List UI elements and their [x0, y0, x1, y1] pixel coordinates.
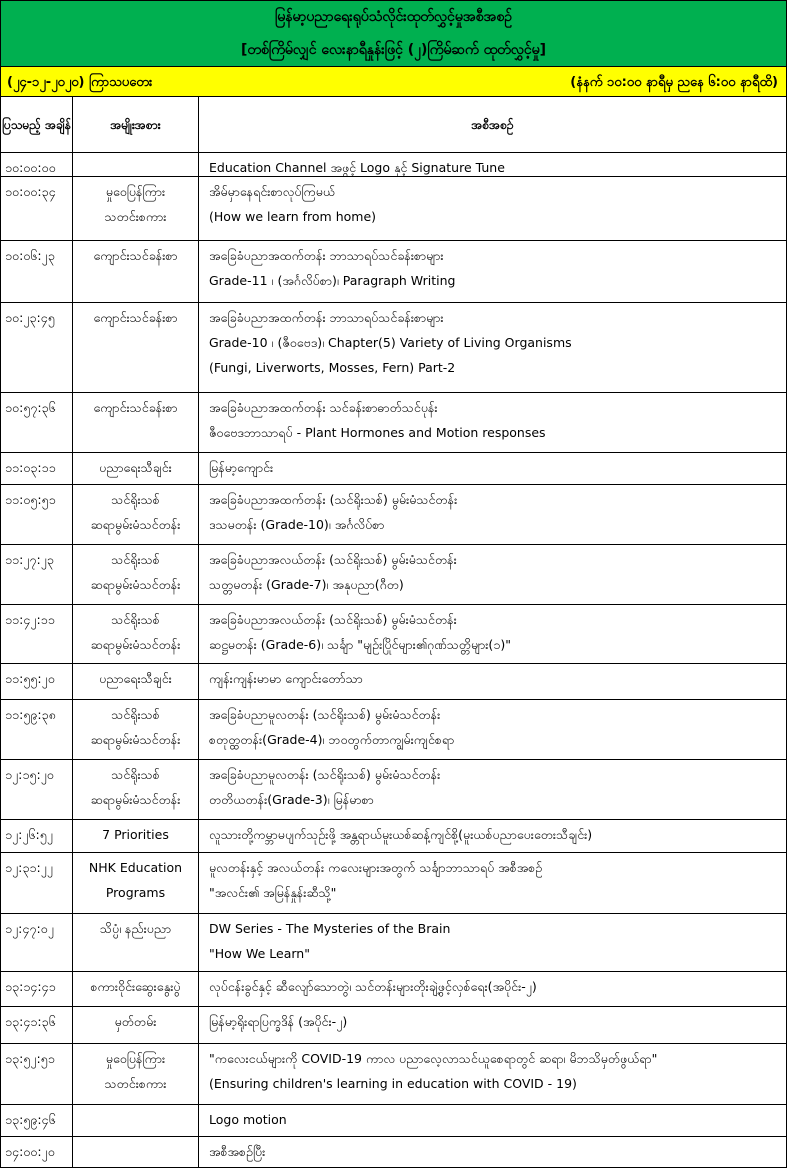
table-row: [0, 664, 787, 700]
row-category-line: ကျောင်းသင်ခန်းစာ: [93, 310, 178, 325]
row-program: [198, 914, 787, 971]
row-program: [198, 664, 787, 699]
row-category-line: သင်ရိုးသစ်: [111, 707, 160, 722]
row-category-line: ဆရာမွမ်းမံသင်တန်း: [90, 517, 181, 532]
row-category: [72, 485, 198, 544]
row-program-line: Logo motion: [209, 1112, 287, 1127]
row-category-line: ပညာရေးသီချင်း: [99, 460, 172, 475]
row-category-line: သိပ္ပံ၊ နည်းပညာ: [99, 921, 172, 936]
row-category-line: ဆရာမွမ်းမံသင်တန်း: [90, 637, 181, 652]
date-bar: [0, 67, 787, 97]
table-row: [0, 1105, 787, 1137]
row-program: [198, 1137, 787, 1167]
row-category-line: သင်ရိုးသစ်: [111, 767, 160, 782]
row-category-line: သင်ရိုးသစ်: [111, 552, 160, 567]
table-row: [0, 914, 787, 972]
row-program-line: Grade-11 ၊ (အင်္ဂလိပ်စာ)၊ Paragraph Writing: [209, 273, 456, 288]
row-program: [198, 700, 787, 759]
row-program-line: လုပ်ငန်းခွင်နှင့် ဆီလျော်သောတွဲ၊ သင်တန်းများတိုးချဲ့ဖွင့်လှစ်ရေး(အပိုင်း-၂): [209, 979, 537, 994]
row-program: [198, 1105, 787, 1136]
table-row: [0, 760, 787, 820]
row-category: [72, 545, 198, 604]
row-time: ၁၀:၀၀:၃၄: [0, 177, 72, 240]
row-category: [72, 177, 198, 240]
row-category: [72, 853, 198, 913]
row-category-line: သတင်းစကား: [104, 209, 167, 224]
row-program: [198, 453, 787, 484]
table-row: [0, 393, 787, 453]
row-program-line: အခြေခံပညာအထက်တန်း သင်ခန်းစာဓာတ်သင်ပုန်း: [209, 400, 438, 415]
table-row: [0, 545, 787, 605]
row-program: [198, 153, 787, 176]
row-program-line: အခြေခံပညာမူလတန်း (သင်ရိုးသစ်) မွမ်းမံသင်တန်း: [209, 707, 441, 722]
row-time: ၁၀:၂၃:၄၅: [0, 303, 72, 392]
table-row: [0, 177, 787, 241]
row-program-line: အခြေခံပညာအထက်တန်း ဘာသာရပ်သင်ခန်းစာများ: [209, 310, 444, 325]
row-program-line: (Fungi, Liverworts, Mosses, Fern) Part-2: [209, 360, 456, 375]
table-row: [0, 605, 787, 664]
row-category-line: 7 Priorities: [102, 827, 169, 842]
broadcast-date: (၂၄-၁၂-၂၀၂၀) ကြာသပတေး: [7, 75, 153, 90]
row-category-line: မှတ်တမ်း: [114, 1014, 157, 1029]
row-category: [72, 241, 198, 302]
table-row: [0, 241, 787, 303]
row-category-line: မှုဝေပြန်ကြား: [105, 184, 166, 199]
row-time: ၁၀:၀၀:၀၀: [0, 153, 72, 176]
row-category-line: ကျောင်းသင်ခန်းစာ: [93, 400, 178, 415]
row-time: ၁၃:၄၁:၃၆: [0, 1007, 72, 1043]
row-program: [198, 972, 787, 1006]
row-program-line: အစီအစဉ်ပြီး: [209, 1144, 266, 1159]
row-program-line: "အလင်း၏ အမြန်နှုန်းဆီသို့": [209, 885, 337, 900]
row-time: ၁၄:၀၀:၂၀: [0, 1137, 72, 1167]
row-program-line: အခြေခံပညာအလယ်တန်း (သင်ရိုးသစ်) မွမ်းမံသင်တန်း: [209, 612, 457, 627]
row-category-line: မှုဝေပြန်ကြား: [105, 1051, 166, 1066]
row-category-line: ဆရာမွမ်းမံသင်တန်း: [90, 792, 181, 807]
row-program: [198, 760, 787, 819]
broadcast-time-range: (နံနက် ၁၀:၀၀ နာရီမှ ညနေ ၆:၀၀ နာရီထိ): [570, 75, 778, 90]
row-program-line: အခြေခံပညာအထက်တန်း (သင်ရိုးသစ်) မွမ်းမံသင်တန်း: [209, 492, 458, 507]
row-category: [72, 1137, 198, 1167]
row-category-line: ပညာရေးသီချင်း: [99, 671, 172, 686]
row-time: ၁၂:၃၁:၂၂: [0, 853, 72, 913]
row-time: ၁၁:၂၇:၂၃: [0, 545, 72, 604]
row-category: [72, 972, 198, 1006]
column-header-category: အမျိုးအစား: [72, 97, 198, 153]
row-category: [72, 605, 198, 663]
row-time: ၁၂:၁၅:၂၀: [0, 760, 72, 819]
table-row: [0, 972, 787, 1007]
row-program-line: မူလတန်းနှင့် အလယ်တန်း ကလေးများအတွက် သင်္ချာဘာသာရပ် အစီအစဉ်: [209, 860, 543, 875]
row-time: ၁၀:၅၇:၃၆: [0, 393, 72, 452]
row-category: [72, 1105, 198, 1136]
row-category: [72, 820, 198, 852]
table-row: [0, 453, 787, 485]
row-program: [198, 393, 787, 452]
row-time: ၁၁:၅၉:၃၈: [0, 700, 72, 759]
row-program-line: (How we learn from home): [209, 209, 377, 224]
row-program-line: ဆဋ္ဌမတန်း (Grade-6)၊ သင်္ချာ "မျဉ်းပြိုင်များ၏ဂုဏ်သတ္တိများ(၁)": [209, 637, 511, 652]
row-time: ၁၃:၅၂:၅၁: [0, 1044, 72, 1104]
row-program-line: Grade-10 ၊ (ဇီဝဗေဒ)၊ Chapter(5) Variety of Living Organisms: [209, 335, 572, 350]
row-category-line: သတင်းစကား: [104, 1076, 167, 1091]
row-category-line: သင်ရိုးသစ်: [111, 612, 160, 627]
row-program-line: အခြေခံပညာမူလတန်း (သင်ရိုးသစ်) မွမ်းမံသင်တန်း: [209, 767, 441, 782]
row-program-line: တတိယတန်း(Grade-3)၊ မြန်မာစာ: [209, 792, 374, 807]
row-category: [72, 664, 198, 699]
row-program-line: ဒသမတန်း (Grade-10)၊ အင်္ဂလိပ်စာ: [209, 517, 385, 532]
row-program-line: အခြေခံပညာအလယ်တန်း (သင်ရိုးသစ်) မွမ်းမံသင်တန်း: [209, 552, 457, 567]
row-time: ၁၁:၀၃:၁၁: [0, 453, 72, 484]
row-program-line: အိမ်မှာနေရင်းစာလုပ်ကြမယ်: [209, 184, 336, 199]
row-program-line: အခြေခံပညာအထက်တန်း ဘာသာရပ်သင်ခန်းစာများ: [209, 248, 444, 263]
row-category-line: သင်ရိုးသစ်: [111, 492, 160, 507]
row-program-line: DW Series - The Mysteries of the Brain: [209, 921, 451, 936]
row-program-line: ဇီဝဗေဒဘာသာရပ် - Plant Hormones and Motion responses: [209, 425, 546, 440]
row-program-line: မြန်မာ့ကျောင်း: [209, 460, 274, 475]
row-program: [198, 485, 787, 544]
row-category: [72, 760, 198, 819]
row-program-line: မြန်မာ့ရိုးရာပြက္ခဒိန် (အပိုင်း-၂): [209, 1014, 348, 1029]
row-program: [198, 820, 787, 852]
row-time: ၁၁:၀၅:၅၁: [0, 485, 72, 544]
row-program-line: (Ensuring children's learning in education with COVID - 19): [209, 1076, 577, 1091]
row-program-line: "ကလေးငယ်များကို COVID-19 ကာလ ပညာလေ့လာသင်ယူစေရာတွင် ဆရာ၊ မိဘသိမှတ်ဖွယ်ရာ": [209, 1051, 658, 1066]
row-program: [198, 1044, 787, 1104]
row-category: [72, 1044, 198, 1104]
column-header-time: ပြသမည့် အချိန်: [0, 97, 72, 153]
column-header-program: အစီအစဉ်: [198, 97, 787, 153]
row-program-line: သတ္တမတန်း (Grade-7)၊ အနုပညာ(ဂီတ): [209, 577, 404, 592]
row-category-line: ဆရာမွမ်းမံသင်တန်း: [90, 732, 181, 747]
row-program-line: ကျန်းကျန်းမာမာ ကျောင်းတော်သာ: [209, 671, 363, 686]
table-row: [0, 485, 787, 545]
row-program-line: လူသားတို့ကမ္ဘာမပျက်သုဉ်းဖို့ အန္တရာယ်မူးယစ်ဆန့်ကျင်စို့(မူးယစ်ပညာပေးတေးသီချင်း): [209, 827, 593, 842]
table-row: [0, 1044, 787, 1105]
table-row: [0, 820, 787, 853]
row-time: ၁၃:၁၄:၄၁: [0, 972, 72, 1006]
row-time: ၁၁:၄၂:၁၁: [0, 605, 72, 663]
row-category-line: ကျောင်းသင်ခန်းစာ: [93, 248, 178, 263]
row-program: [198, 1007, 787, 1043]
row-category: [72, 153, 198, 176]
table-row: [0, 700, 787, 760]
row-time: ၁၃:၅၉:၄၆: [0, 1105, 72, 1136]
table-row: [0, 303, 787, 393]
row-program-line: "How We Learn": [209, 946, 310, 961]
row-program: [198, 605, 787, 663]
row-time: ၁၀:၀၆:၂၃: [0, 241, 72, 302]
row-time: ၁၁:၅၅:၂၀: [0, 664, 72, 699]
row-category-line: စကားဝိုင်းဆွေးနွေးပွဲ: [90, 979, 181, 994]
row-category: [72, 303, 198, 392]
row-category-line: NHK Education: [88, 860, 183, 875]
row-program: [198, 303, 787, 392]
table-row: [0, 1007, 787, 1044]
row-category: [72, 453, 198, 484]
row-program: [198, 177, 787, 240]
row-program: [198, 241, 787, 302]
row-category: [72, 393, 198, 452]
row-program-line: စတုတ္ထတန်း(Grade-4)၊ ဘဝတွက်တာကျွမ်းကျင်စရာ: [209, 732, 455, 747]
row-time: ၁၂:၄၇:၀၂: [0, 914, 72, 971]
row-category: [72, 1007, 198, 1043]
row-category: [72, 700, 198, 759]
table-row: [0, 1137, 787, 1168]
table-row: [0, 853, 787, 914]
page-title: မြန်မာ့ပညာရေးရုပ်သံလိုင်းထုတ်လွှင့်မှုအစီအစဉ်: [0, 0, 787, 34]
row-time: ၁၂:၂၆:၅၂: [0, 820, 72, 852]
row-program: [198, 853, 787, 913]
row-category-line: ဆရာမွမ်းမံသင်တန်း: [90, 577, 181, 592]
row-category-line: Programs: [105, 885, 166, 900]
row-program: [198, 545, 787, 604]
row-program-line: Education Channel အဖွင့် Logo နှင့် Signature Tune: [209, 160, 505, 175]
table-row: [0, 153, 787, 177]
page-subtitle: [တစ်ကြိမ်လျှင် လေးနာရီနှုန်းဖြင့် (၂)ကြိမ်ဆက် ထုတ်လွှင့်မှု]: [0, 34, 787, 67]
row-category: [72, 914, 198, 971]
